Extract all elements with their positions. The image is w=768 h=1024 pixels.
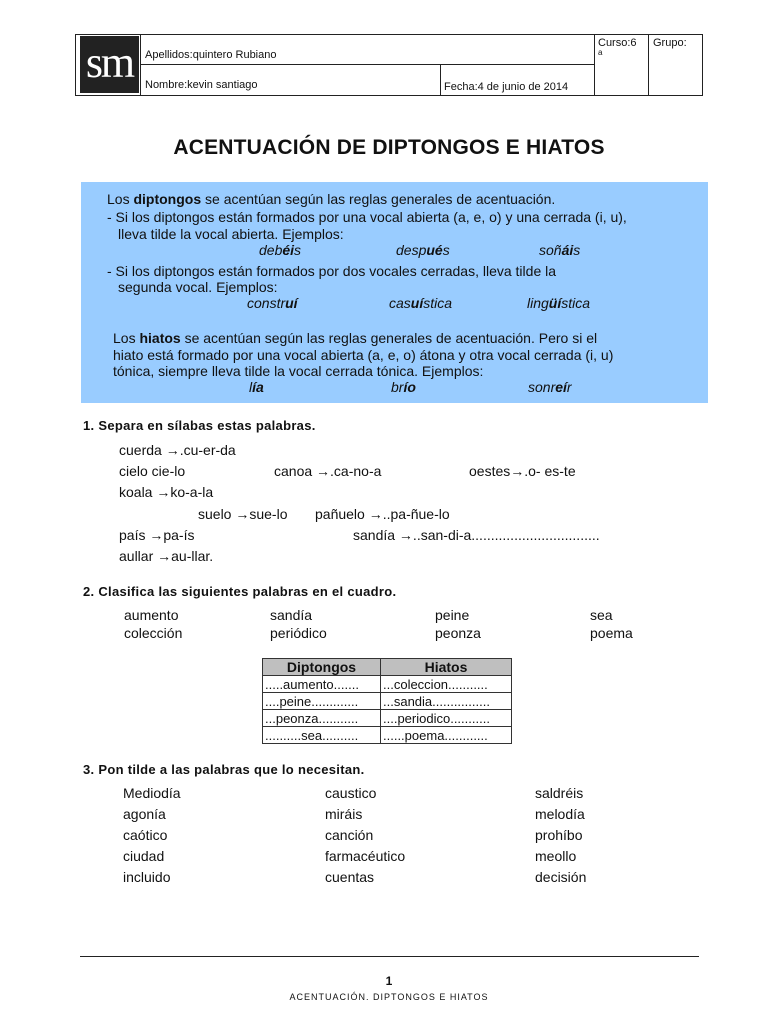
accent-word: incluido: [123, 869, 171, 885]
word-to-classify: aumento: [124, 607, 179, 623]
accent-word: miráis: [325, 806, 363, 822]
accent-word: melodía: [535, 806, 585, 822]
table-cell: ...peonza...........: [263, 710, 381, 727]
column-header: Hiatos: [381, 659, 512, 676]
syllable-answer: suelo →sue-lo: [198, 506, 288, 522]
diptongos-rule-2-line-2: segunda vocal. Ejemplos:: [118, 279, 278, 295]
hiatos-rule-line-1: Los hiatos se acentúan según las reglas generales de acentuación. Pero si el: [113, 330, 598, 346]
syllable-answer: oestes→.o- es-te: [469, 463, 576, 479]
sm-logo: sm: [80, 36, 139, 93]
grupo-field: Grupo:: [653, 37, 687, 49]
example-word: lingüística: [527, 295, 591, 311]
diptongos-rule-1-line-2: lleva tilde la vocal abierta. Ejemplos:: [118, 226, 344, 242]
exercise-2-heading: 2. Clasifica las siguientes palabras en el cuadro.: [83, 584, 397, 599]
accent-word: cuentas: [325, 869, 375, 885]
syllable-answer: cuerda →.cu-er-da: [119, 442, 236, 458]
example-word: después: [396, 242, 450, 258]
table-header-row: [263, 659, 512, 676]
hiatos-rule-line-3: tónica, siempre lleva tilde la vocal cerrada tónica. Ejemplos:: [113, 363, 484, 379]
word-to-classify: sea: [590, 607, 613, 623]
word-to-classify: peonza: [435, 625, 481, 641]
example-word: soñáis: [539, 242, 581, 258]
word-to-classify: colección: [124, 625, 183, 641]
table-row: [263, 710, 512, 727]
hiatos-rule-line-2: hiato está formado por una vocal abierta (a, e, o) átona y otra vocal cerrada (i, u): [113, 347, 614, 363]
table-cell: ..........sea..........: [263, 727, 381, 744]
table-cell: ....peine.............: [263, 693, 381, 710]
fecha-field: Fecha:4 de junio de 2014: [444, 81, 569, 93]
accent-word: caustico: [325, 785, 377, 801]
curso-superscript: a: [598, 48, 603, 57]
syllable-answer: pañuelo →..pa-ñue-lo: [315, 506, 450, 522]
nombre-field: Nombre:kevin santiago: [145, 79, 258, 91]
example-word: casuística: [389, 295, 453, 311]
table-cell: .....aumento.......: [263, 676, 381, 693]
syllable-answer: país →pa-ís: [119, 527, 195, 543]
table-cell: ......poema............: [381, 727, 512, 744]
accent-word: agonía: [123, 806, 166, 822]
column-header: Diptongos: [263, 659, 381, 676]
page-title: ACENTUACIÓN DE DIPTONGOS E HIATOS: [173, 136, 605, 159]
footer-divider: [80, 956, 699, 957]
example-word: sonreír: [528, 379, 572, 395]
example-word: lía: [249, 379, 264, 395]
accent-word: farmacéutico: [325, 848, 406, 864]
syllable-answer: sandía →..san-di-a.................................: [353, 527, 600, 543]
syllable-answer: aullar →au-llar.: [119, 548, 214, 564]
accent-word: caótico: [123, 827, 168, 843]
accent-word: prohíbo: [535, 827, 583, 843]
diptongos-rule-1-line-1: - Si los diptongos están formados por una vocal abierta (a, e, o) y una cerrada (i, u),: [107, 209, 627, 225]
syllable-answer: cielo cie-lo: [119, 463, 186, 479]
accent-word: decisión: [535, 869, 587, 885]
table-cell: ...coleccion...........: [381, 676, 512, 693]
word-to-classify: poema: [590, 625, 633, 641]
accent-word: Mediodía: [123, 785, 181, 801]
header-box: [75, 34, 703, 96]
apellidos-field: Apellidos:quintero Rubiano: [145, 49, 277, 61]
syllable-answer: koala →ko-a-la: [119, 484, 214, 500]
accent-word: saldréis: [535, 785, 584, 801]
word-to-classify: periódico: [270, 625, 327, 641]
table-cell: ...sandia................: [381, 693, 512, 710]
table-cell: ....periodico...........: [381, 710, 512, 727]
exercise-1-heading: 1. Separa en sílabas estas palabras.: [83, 418, 316, 433]
table-row: [263, 693, 512, 710]
example-word: construí: [247, 295, 298, 311]
accent-word: canción: [325, 827, 374, 843]
curso-field: Curso:6: [598, 37, 637, 49]
table-row: [263, 727, 512, 744]
exercise-3-heading: 3. Pon tilde a las palabras que lo necesitan.: [83, 762, 365, 777]
page-number: 1: [385, 974, 393, 988]
diptongos-intro: Los diptongos se acentúan según las reglas generales de acentuación.: [107, 191, 556, 207]
word-to-classify: peine: [435, 607, 470, 623]
example-word: brío: [391, 379, 416, 395]
rules-box: [81, 182, 708, 403]
diptongos-rule-2-line-1: - Si los diptongos están formados por dos vocales cerradas, lleva tilde la: [107, 263, 557, 279]
accent-word: meollo: [535, 848, 577, 864]
footer-title: ACENTUACIÓN. DIPTONGOS E HIATOS: [289, 992, 489, 1002]
table-row: [263, 676, 512, 693]
word-to-classify: sandía: [270, 607, 313, 623]
accent-word: ciudad: [123, 848, 165, 864]
classification-table: [262, 658, 512, 744]
example-word: debéis: [259, 242, 302, 258]
syllable-answer: canoa →.ca-no-a: [274, 463, 382, 479]
